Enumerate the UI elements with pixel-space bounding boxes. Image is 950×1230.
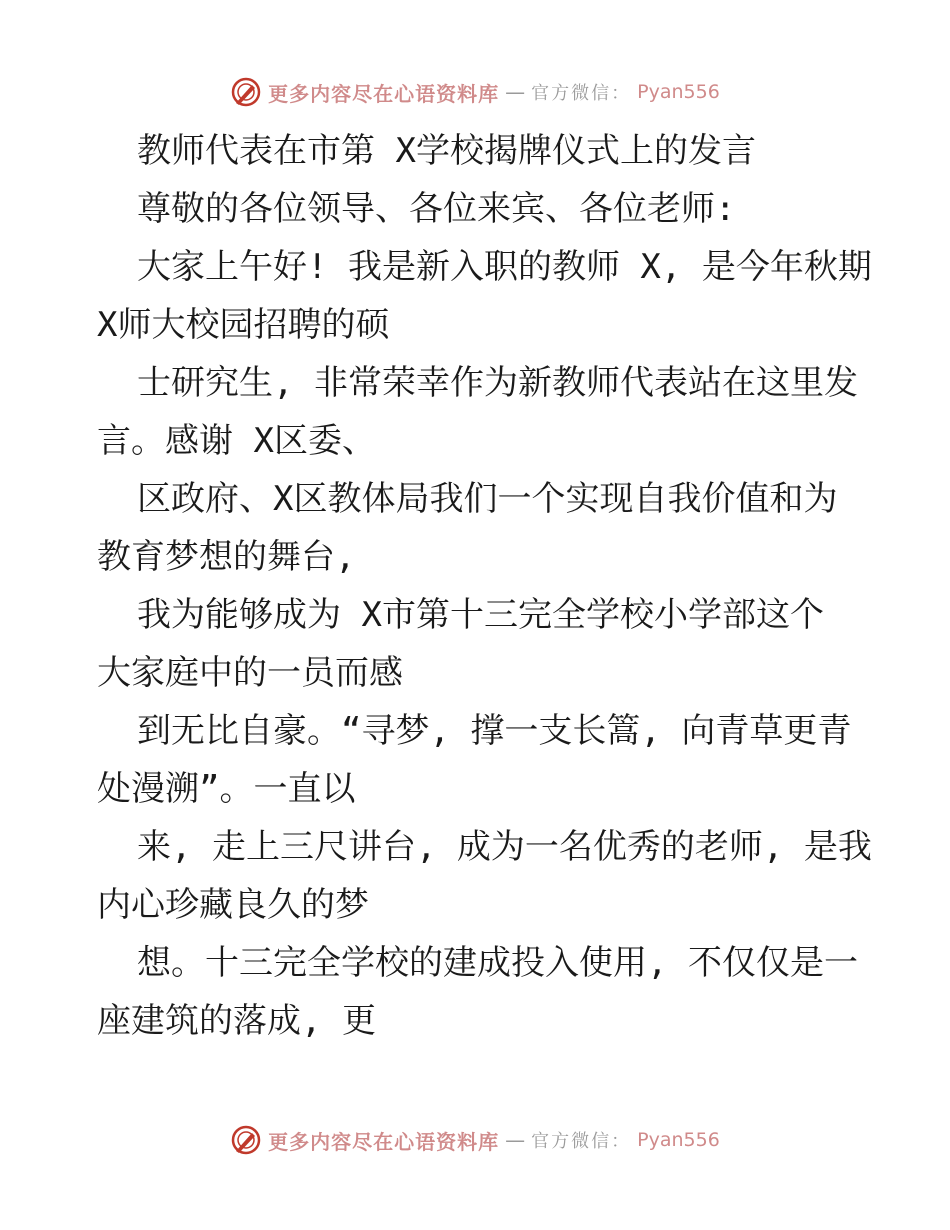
- paragraph-line: 我为能够成为 X市第十三完全学校小学部这个: [137, 595, 824, 635]
- watermark-text: 更多内容尽在心语资料库: [268, 81, 500, 106]
- paragraph-line: 来, 走上三尺讲台, 成为一名优秀的老师, 是我: [137, 827, 872, 867]
- watermark-id: Pyan556: [637, 1129, 720, 1151]
- pen-logo-icon: [230, 76, 262, 108]
- paragraph-line: 区政府、X区教体局我们一个实现自我价值和为: [137, 479, 838, 519]
- paragraph-line: 内心珍藏良久的梦: [97, 885, 369, 925]
- document-body: [97, 122, 872, 1050]
- watermark-label: 官方微信：: [531, 1131, 632, 1152]
- paragraph-line: 到无比自豪。“寻梦, 撑一支长篙, 向青草更青: [137, 711, 852, 751]
- watermark-id: Pyan556: [637, 81, 720, 103]
- watermark-dash: —: [505, 80, 526, 104]
- paragraph-line: 座建筑的落成, 更: [97, 1001, 376, 1041]
- watermark-dash: —: [505, 1128, 526, 1152]
- salutation: 尊敬的各位领导、各位来宾、各位老师:: [137, 189, 736, 229]
- document-title: 教师代表在市第 X学校揭牌仪式上的发言: [137, 131, 756, 171]
- paragraph-line: X师大校园招聘的硕: [97, 305, 390, 345]
- pen-logo-icon: [230, 1124, 262, 1156]
- footer-watermark: [0, 1120, 950, 1160]
- paragraph-line: 言。感谢 X区委、: [97, 421, 376, 461]
- paragraph-line: 大家上午好! 我是新入职的教师 X, 是今年秋期: [137, 247, 872, 287]
- watermark-label: 官方微信：: [531, 83, 632, 104]
- header-watermark: [0, 72, 950, 112]
- paragraph-line: 士研究生, 非常荣幸作为新教师代表站在这里发: [137, 363, 858, 403]
- paragraph-line: 想。十三完全学校的建成投入使用, 不仅仅是一: [137, 943, 858, 983]
- paragraph-line: 处漫溯”。一直以: [97, 769, 356, 809]
- paragraph-line: 教育梦想的舞台,: [97, 537, 356, 577]
- watermark-text: 更多内容尽在心语资料库: [268, 1129, 500, 1154]
- paragraph-line: 大家庭中的一员而感: [97, 653, 403, 693]
